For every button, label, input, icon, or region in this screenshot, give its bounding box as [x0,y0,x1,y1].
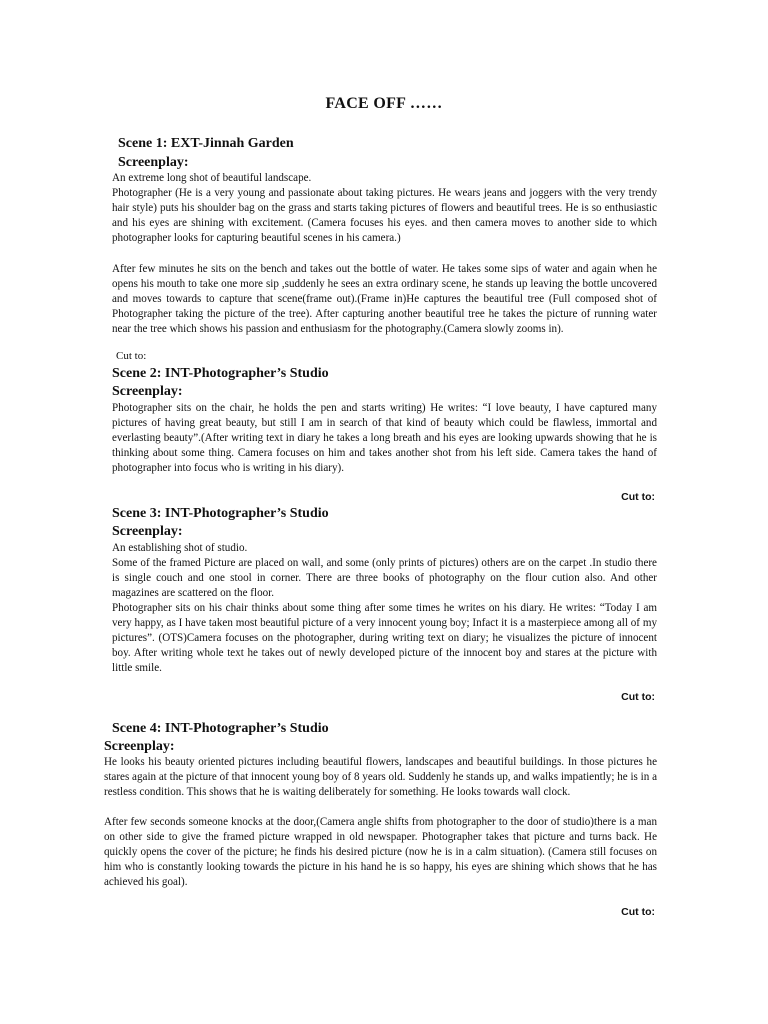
scene-4-heading: Scene 4: INT-Photographer’s Studio [112,721,329,736]
scene-3-screenplay-label: Screenplay: [112,524,183,539]
scene-3-cut-to: Cut to: [621,691,655,703]
scene-3-paragraph-1: An establishing shot of studio. [112,542,248,554]
scene-1-paragraph-3: After few minutes he sits on the bench and takes out the bottle of water. He takes some sips of water and again when he opens his mouth to take one more sip ,suddenly he sees an extra ordinary scene, he stands up leaving the bottle uncovered and moves towards to capture that scene(frame out).(Frame in)He captures the beautiful tree (Full composed shot of Photographer taking the picture of the tree). After capturing another beautiful tree he takes the picture of running water near the tree which shows his passion and enthusiasm for the photography.(Camera slowly zooms in). [112,263,657,336]
scene-4-paragraph-2: After few seconds someone knocks at the door,(Camera angle shifts from photographer to the door of studio)there is a man on other side to give the framed picture wrapped in old newspaper. Photographer takes that picture and turns back. He quickly opens the cover of the picture; he finds his desired picture (now he is in a calm situation). (Camera still focuses on him who is constantly looking towards the picture in his hand he is so happy, his eyes are shining which shows that he has achieved his goal). [104,816,657,889]
scene-4-paragraph-1: He looks his beauty oriented pictures including beautiful flowers, landscapes and beautiful buildings. In those pictures he stares again at the picture of that innocent young boy of 8 years old. Suddenly he stands up, and walks impatiently; he is in a restless condition. This shows that he is waiting deliberately for something. He looks towards wall clock. [104,756,657,799]
scene-1-paragraph-2: Photographer (He is a very young and passionate about taking pictures. He wears jeans and joggers with the very trendy hair style) puts his shoulder bag on the grass and starts taking pictures of flowers and beautiful trees. He is so enthusiastic and his eyes are shining with excitement. (Camera focuses his eyes. and then camera moves to another side to which photographer looks for capturing beautiful scenes in his camera.) [112,187,657,245]
scene-1-cut-to: Cut to: [116,350,147,362]
scene-1-paragraph-1: An extreme long shot of beautiful landscape. [112,172,312,184]
scene-1-heading: Scene 1: EXT-Jinnah Garden [118,136,294,151]
scene-4-cut-to: Cut to: [621,906,655,918]
scene-3-heading: Scene 3: INT-Photographer’s Studio [112,506,329,521]
scene-1-screenplay-label: Screenplay: [118,155,189,170]
document-title: FACE OFF …… [325,95,443,112]
scene-2-cut-to: Cut to: [621,491,655,503]
scene-2-heading: Scene 2: INT-Photographer’s Studio [112,366,329,381]
scene-3-paragraph-3: Photographer sits on his chair thinks about some thing after some times he writes on his diary. He writes: “Today I am very happy, as I have taken most beautiful picture of a very innocent young boy; Infact it is a masterpiece among all of my pictures”. (OTS)Camera focuses on the photographer, during writing text on diary; he visualizes the picture of innocent boy. After writing whole text he takes out of newly developed picture of the innocent boy and stares at the picture with little smile. [112,602,657,675]
scene-2-paragraph-1: Photographer sits on the chair, he holds the pen and starts writing) He writes: “I love beauty, I have captured many pictures of having great beauty, but still I am in search of that kind of beauty which could be flawless, immortal and everlasting beauty”.(After writing text in diary he takes a long breath and his eyes are looking upwards showing that he is thinking about some thing. Camera focuses on him and takes another shot from his left side. Camera takes the hand of photographer into focus who is writing in his diary). [112,402,657,475]
scene-2-screenplay-label: Screenplay: [112,384,183,399]
scene-3-paragraph-2: Some of the framed Picture are placed on wall, and some (only prints of pictures) others are on the carpet .In studio there is single couch and one stool in corner. There are three books of photography on the flour cution also. And other magazines are scattered on the floor. [112,557,657,600]
scene-4-screenplay-label: Screenplay: [104,739,175,754]
